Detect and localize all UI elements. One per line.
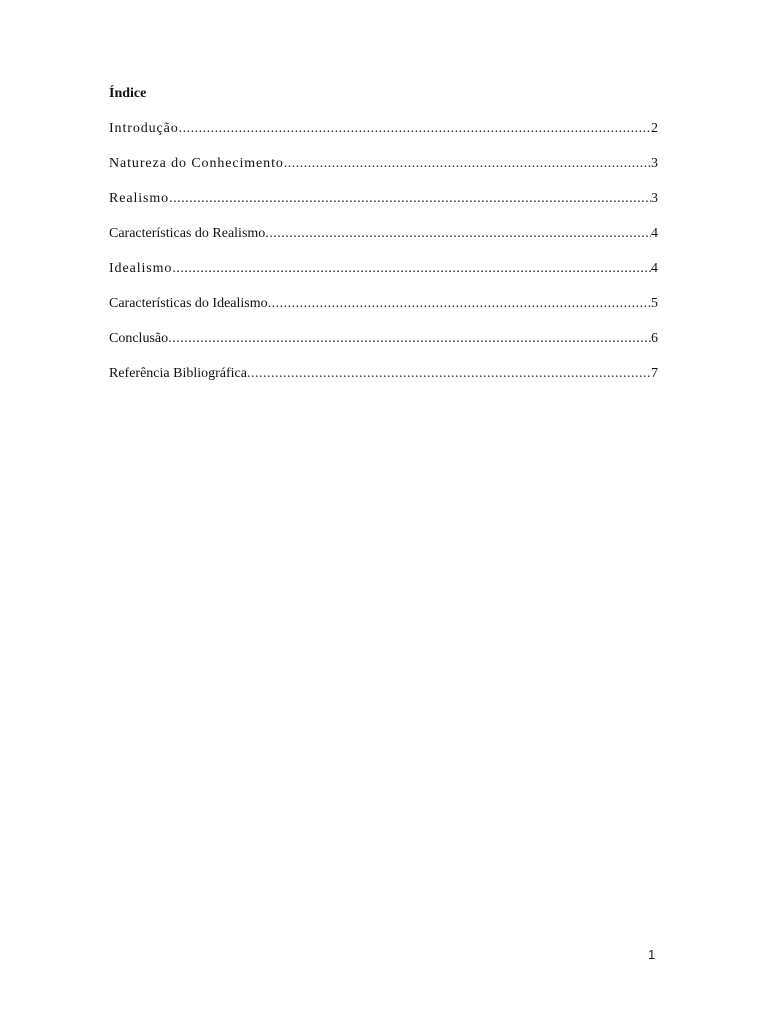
toc-entry-introducao: [109, 120, 658, 155]
table-of-contents: [109, 120, 658, 400]
toc-entry-page: 7: [651, 366, 658, 381]
toc-title: Índice: [109, 86, 147, 101]
toc-entry-caracteristicas-do-realismo: [109, 225, 658, 260]
toc-entry-realismo: [109, 190, 658, 225]
toc-entry-page: 6: [651, 331, 658, 346]
toc-dot-leader: [179, 120, 651, 138]
toc-entry-label: Características do Realismo: [109, 226, 266, 241]
toc-entry-conclusao: [109, 330, 658, 365]
toc-entry-label: Idealismo: [109, 261, 173, 276]
toc-entry-label: Características do Idealismo: [109, 296, 268, 311]
toc-entry-idealismo: [109, 260, 658, 295]
toc-dot-leader: [247, 365, 651, 383]
toc-dot-leader: [268, 295, 651, 313]
toc-entry-label: Conclusão: [109, 331, 169, 346]
page-number: 1: [648, 947, 656, 962]
toc-dot-leader: [168, 330, 651, 348]
toc-dot-leader: [265, 225, 651, 243]
toc-entry-label: Introdução: [109, 121, 179, 136]
toc-entry-page: 5: [651, 296, 658, 311]
toc-entry-page: 2: [651, 121, 658, 136]
toc-entry-label: Referência Bibliográfica: [109, 366, 247, 381]
toc-entry-page: 3: [651, 156, 658, 171]
toc-entry-natureza-do-conhecimento: [109, 155, 658, 190]
toc-entry-referencia-bibliografica: [109, 365, 658, 400]
toc-entry-label: Realismo: [109, 191, 170, 206]
toc-entry-label: Natureza do Conhecimento: [109, 156, 284, 171]
toc-entry-page: 4: [651, 226, 658, 241]
toc-dot-leader: [172, 260, 651, 278]
toc-dot-leader: [284, 155, 651, 173]
toc-entry-page: 3: [651, 191, 658, 206]
toc-dot-leader: [169, 190, 651, 208]
toc-entry-caracteristicas-do-idealismo: [109, 295, 658, 330]
toc-entry-page: 4: [651, 261, 658, 276]
